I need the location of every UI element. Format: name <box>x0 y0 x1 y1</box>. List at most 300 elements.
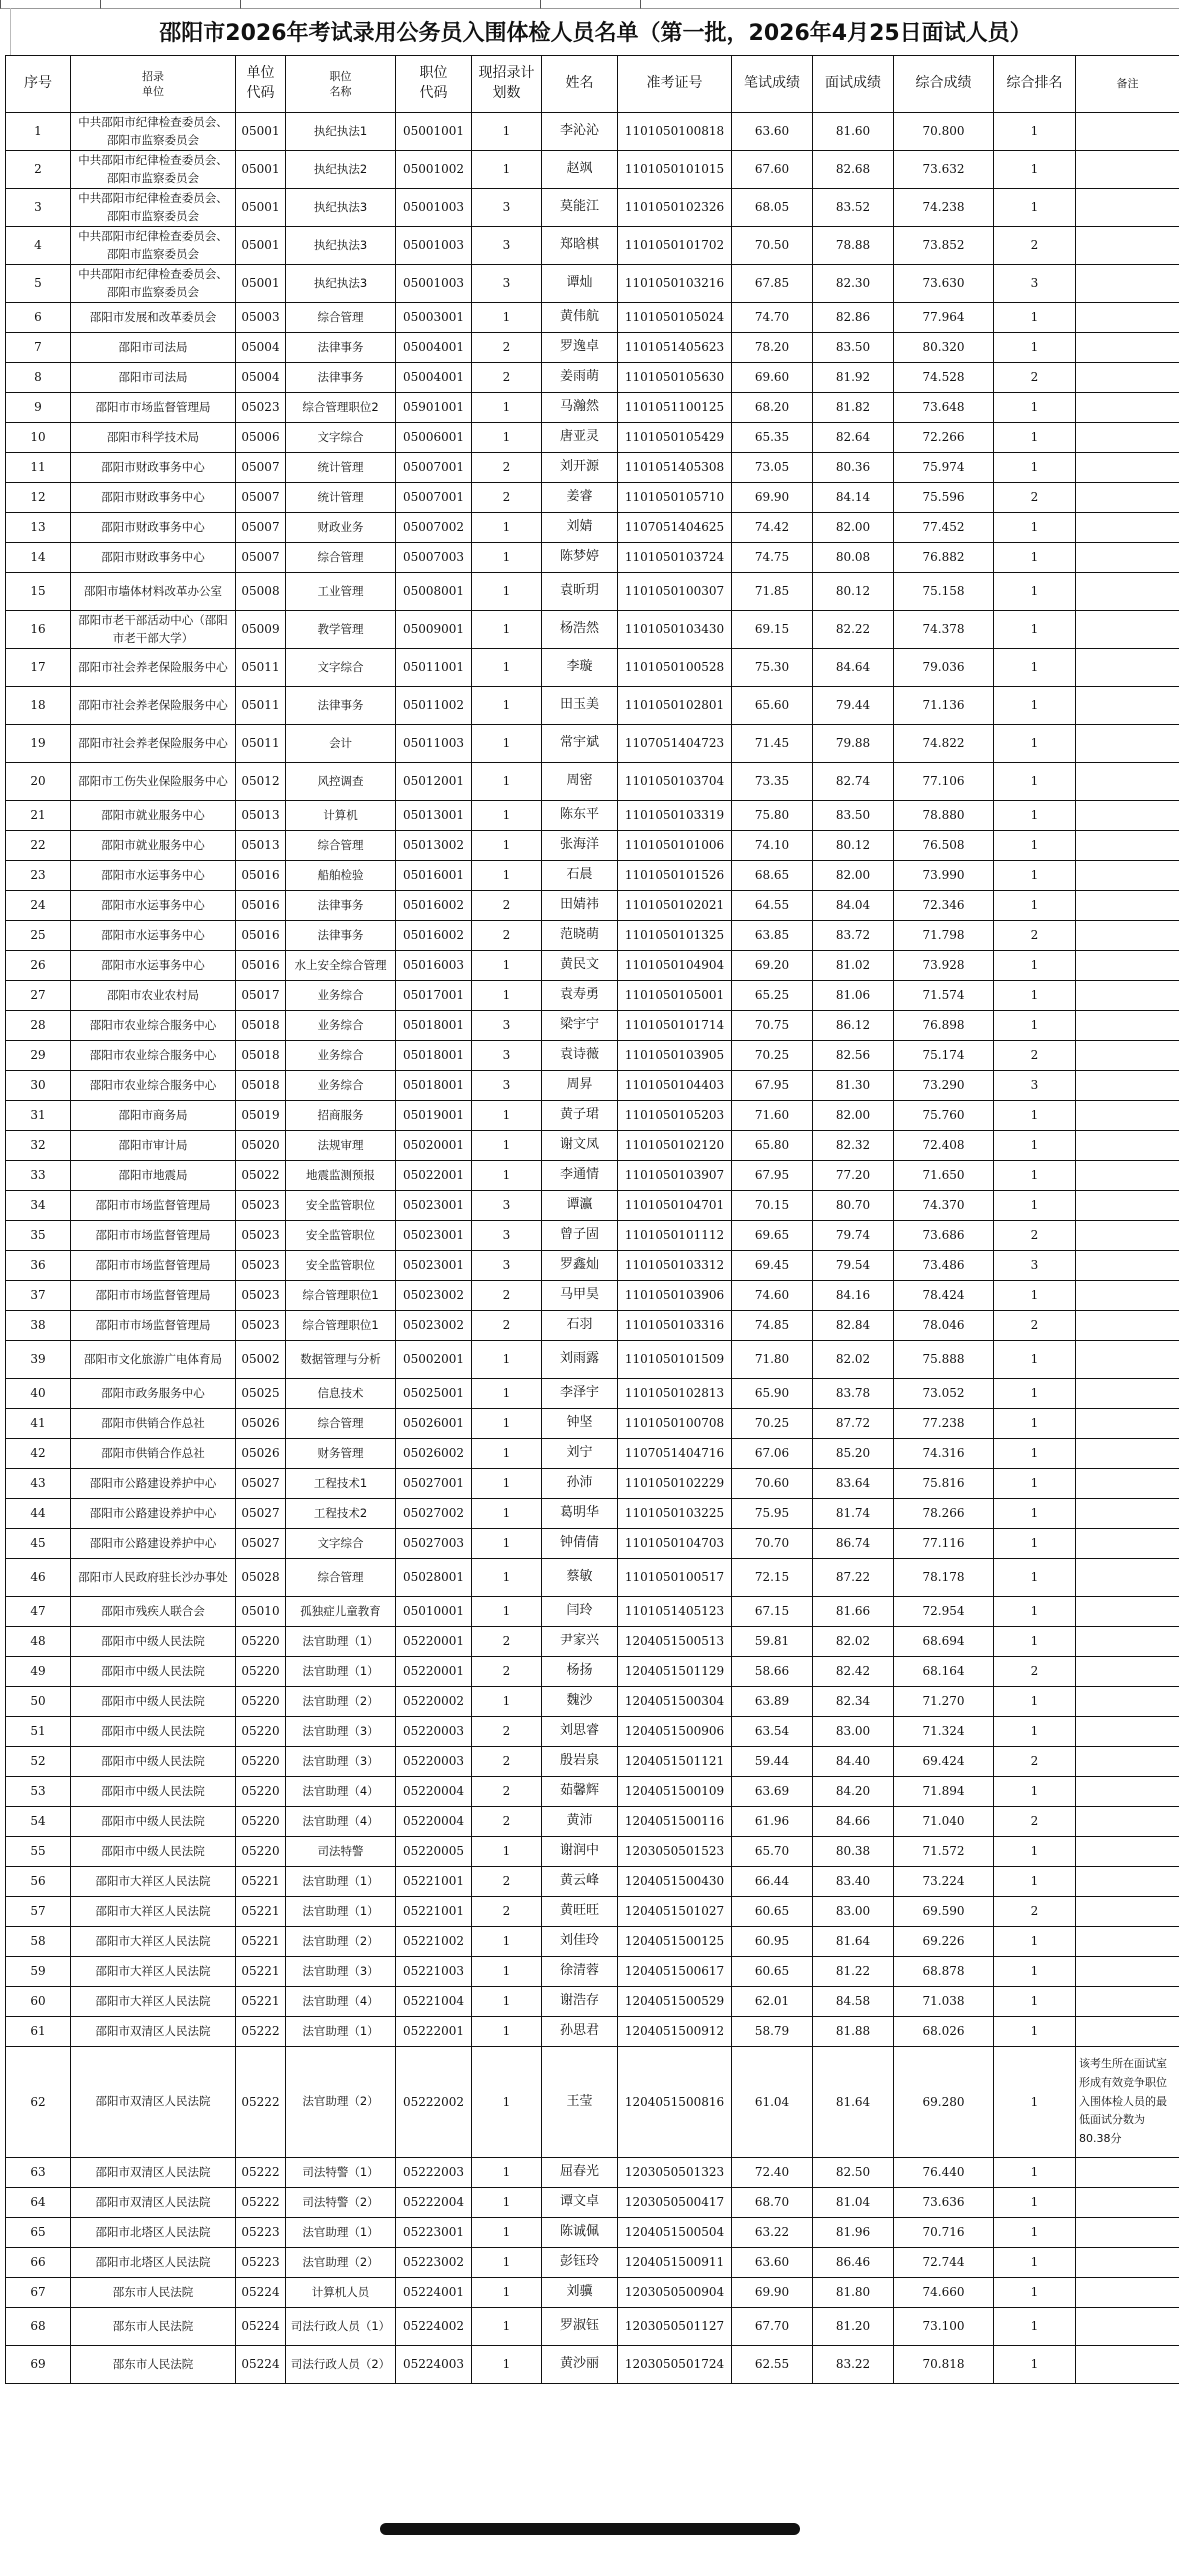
table-row <box>6 1559 1179 1597</box>
note-cell <box>1076 1041 1179 1071</box>
candidate-name-cell: 茹馨辉 <box>542 1777 618 1807</box>
rank-cell: 1 <box>994 2346 1076 2384</box>
plan-count-cell: 2 <box>472 363 542 393</box>
seq-cell: 7 <box>6 333 71 363</box>
interview-score-cell: 82.02 <box>813 1627 894 1657</box>
position-code-cell: 05220002 <box>396 1687 472 1717</box>
exam-id-cell: 1101050103312 <box>618 1251 732 1281</box>
table-row <box>6 1867 1179 1897</box>
interview-score-cell: 81.30 <box>813 1071 894 1101</box>
total-score-cell: 71.136 <box>894 687 994 725</box>
unit-code-cell: 05221 <box>236 1927 286 1957</box>
note-cell <box>1076 1717 1179 1747</box>
note-cell <box>1076 189 1179 227</box>
rank-cell: 1 <box>994 611 1076 649</box>
interview-score-cell: 83.78 <box>813 1379 894 1409</box>
total-score-cell: 73.100 <box>894 2308 994 2346</box>
seq-cell: 34 <box>6 1191 71 1221</box>
unit-code-cell: 05023 <box>236 393 286 423</box>
unit-cell: 邵阳市农业综合服务中心 <box>71 1041 236 1071</box>
unit-code-cell: 05007 <box>236 543 286 573</box>
interview-score-cell: 82.22 <box>813 611 894 649</box>
note-cell <box>1076 1071 1179 1101</box>
note-cell <box>1076 891 1179 921</box>
plan-count-cell: 1 <box>472 2248 542 2278</box>
total-score-cell: 72.346 <box>894 891 994 921</box>
plan-count-cell: 2 <box>472 453 542 483</box>
position-code-cell: 05220004 <box>396 1807 472 1837</box>
exam-id-cell: 1101050104703 <box>618 1529 732 1559</box>
unit-code-cell: 05023 <box>236 1191 286 1221</box>
total-score-cell: 78.424 <box>894 1281 994 1311</box>
written-score-cell: 61.96 <box>732 1807 813 1837</box>
position-code-cell: 05221004 <box>396 1987 472 2017</box>
plan-count-cell: 2 <box>472 1281 542 1311</box>
plan-count-cell: 1 <box>472 1927 542 1957</box>
position-code-cell: 05022001 <box>396 1161 472 1191</box>
interview-score-cell: 82.56 <box>813 1041 894 1071</box>
exam-id-cell: 1204051501121 <box>618 1747 732 1777</box>
plan-count-cell: 3 <box>472 265 542 303</box>
note-cell <box>1076 1687 1179 1717</box>
position-name-cell: 综合管理 <box>286 543 396 573</box>
written-score-cell: 69.60 <box>732 363 813 393</box>
candidate-name-cell: 李沁沁 <box>542 113 618 151</box>
seq-cell: 66 <box>6 2248 71 2278</box>
candidate-name-cell: 郑晗棋 <box>542 227 618 265</box>
total-score-cell: 73.928 <box>894 951 994 981</box>
unit-code-cell: 05003 <box>236 303 286 333</box>
unit-cell: 邵东市人民法院 <box>71 2308 236 2346</box>
candidate-name-cell: 王莹 <box>542 2047 618 2158</box>
candidate-name-cell: 黄云峰 <box>542 1867 618 1897</box>
position-name-cell: 业务综合 <box>286 1011 396 1041</box>
exam-id-cell: 1107051404716 <box>618 1439 732 1469</box>
position-code-cell: 05003001 <box>396 303 472 333</box>
unit-cell: 邵阳市水运事务中心 <box>71 861 236 891</box>
total-score-cell: 72.954 <box>894 1597 994 1627</box>
rank-cell: 1 <box>994 2158 1076 2188</box>
unit-code-cell: 05009 <box>236 611 286 649</box>
plan-count-cell: 1 <box>472 763 542 801</box>
candidate-name-cell: 陈梦婷 <box>542 543 618 573</box>
table-row <box>6 483 1179 513</box>
unit-cell: 邵阳市中级人民法院 <box>71 1807 236 1837</box>
exam-id-cell: 1101050103704 <box>618 763 732 801</box>
written-score-cell: 63.22 <box>732 2218 813 2248</box>
note-cell <box>1076 1191 1179 1221</box>
written-score-cell: 65.60 <box>732 687 813 725</box>
plan-count-cell: 1 <box>472 2346 542 2384</box>
written-score-cell: 75.95 <box>732 1499 813 1529</box>
total-score-cell: 75.596 <box>894 483 994 513</box>
position-name-cell: 法官助理（2） <box>286 1687 396 1717</box>
position-name-cell: 地震监测预报 <box>286 1161 396 1191</box>
table-row <box>6 1687 1179 1717</box>
total-score-cell: 75.174 <box>894 1041 994 1071</box>
exam-id-cell: 1101050105024 <box>618 303 732 333</box>
candidate-name-cell: 曾子固 <box>542 1221 618 1251</box>
position-name-cell: 计算机人员 <box>286 2278 396 2308</box>
seq-cell: 13 <box>6 513 71 543</box>
seq-cell: 25 <box>6 921 71 951</box>
total-score-cell: 68.878 <box>894 1957 994 1987</box>
unit-code-cell: 05012 <box>236 763 286 801</box>
written-score-cell: 68.05 <box>732 189 813 227</box>
plan-count-cell: 1 <box>472 831 542 861</box>
table-row <box>6 2346 1179 2384</box>
total-score-cell: 73.224 <box>894 1867 994 1897</box>
unit-code-cell: 05224 <box>236 2278 286 2308</box>
rank-cell: 1 <box>994 1469 1076 1499</box>
unit-code-cell: 05004 <box>236 333 286 363</box>
written-score-cell: 67.85 <box>732 265 813 303</box>
position-code-cell: 05011001 <box>396 649 472 687</box>
seq-cell: 38 <box>6 1311 71 1341</box>
note-cell <box>1076 363 1179 393</box>
rank-cell: 1 <box>994 981 1076 1011</box>
position-code-cell: 05221002 <box>396 1927 472 1957</box>
header-plan: 现招录计 划数 <box>472 56 542 113</box>
unit-code-cell: 05011 <box>236 725 286 763</box>
exam-id-cell: 1101050103906 <box>618 1281 732 1311</box>
exam-id-cell: 1204051500513 <box>618 1627 732 1657</box>
unit-code-cell: 05220 <box>236 1837 286 1867</box>
exam-id-cell: 1101050103319 <box>618 801 732 831</box>
unit-cell: 邵阳市就业服务中心 <box>71 831 236 861</box>
table-row <box>6 2218 1179 2248</box>
unit-code-cell: 05026 <box>236 1439 286 1469</box>
exam-id-cell: 1101050101006 <box>618 831 732 861</box>
position-code-cell: 05012001 <box>396 763 472 801</box>
total-score-cell: 73.052 <box>894 1379 994 1409</box>
seq-cell: 11 <box>6 453 71 483</box>
rank-cell: 3 <box>994 265 1076 303</box>
exam-id-cell: 1101051405623 <box>618 333 732 363</box>
plan-count-cell: 1 <box>472 303 542 333</box>
rank-cell: 1 <box>994 453 1076 483</box>
position-code-cell: 05026002 <box>396 1439 472 1469</box>
interview-score-cell: 83.50 <box>813 333 894 363</box>
exam-id-cell: 1101050102801 <box>618 687 732 725</box>
plan-count-cell: 1 <box>472 725 542 763</box>
unit-cell: 邵阳市文化旅游广电体育局 <box>71 1341 236 1379</box>
table-row <box>6 265 1179 303</box>
exam-id-cell: 1204051500906 <box>618 1717 732 1747</box>
exam-id-cell: 1101050100307 <box>618 573 732 611</box>
note-cell <box>1076 921 1179 951</box>
table-row <box>6 2308 1179 2346</box>
unit-cell: 邵阳市中级人民法院 <box>71 1687 236 1717</box>
exam-id-cell: 1101050101702 <box>618 227 732 265</box>
exam-id-cell: 1204051501129 <box>618 1657 732 1687</box>
plan-count-cell: 1 <box>472 951 542 981</box>
note-cell <box>1076 1559 1179 1597</box>
candidate-name-cell: 谭灿 <box>542 265 618 303</box>
interview-score-cell: 81.64 <box>813 1927 894 1957</box>
position-code-cell: 05222003 <box>396 2158 472 2188</box>
unit-code-cell: 05016 <box>236 861 286 891</box>
interview-score-cell: 83.22 <box>813 2346 894 2384</box>
exam-id-cell: 1101050104701 <box>618 1191 732 1221</box>
plan-count-cell: 2 <box>472 1747 542 1777</box>
position-name-cell: 法官助理（3） <box>286 1747 396 1777</box>
written-score-cell: 65.70 <box>732 1837 813 1867</box>
position-code-cell: 05901001 <box>396 393 472 423</box>
unit-cell: 邵阳市大祥区人民法院 <box>71 1867 236 1897</box>
plan-count-cell: 1 <box>472 687 542 725</box>
interview-score-cell: 82.42 <box>813 1657 894 1687</box>
interview-score-cell: 83.00 <box>813 1897 894 1927</box>
written-score-cell: 65.90 <box>732 1379 813 1409</box>
table-row <box>6 1191 1179 1221</box>
interview-score-cell: 80.36 <box>813 453 894 483</box>
unit-code-cell: 05027 <box>236 1529 286 1559</box>
written-score-cell: 73.05 <box>732 453 813 483</box>
seq-cell: 63 <box>6 2158 71 2188</box>
note-cell <box>1076 861 1179 891</box>
written-score-cell: 64.55 <box>732 891 813 921</box>
seq-cell: 40 <box>6 1379 71 1409</box>
note-cell <box>1076 113 1179 151</box>
note-cell <box>1076 2308 1179 2346</box>
unit-code-cell: 05008 <box>236 573 286 611</box>
seq-cell: 58 <box>6 1927 71 1957</box>
candidate-name-cell: 田婧祎 <box>542 891 618 921</box>
unit-code-cell: 05028 <box>236 1559 286 1597</box>
exam-id-cell: 1203050501724 <box>618 2346 732 2384</box>
written-score-cell: 67.95 <box>732 1071 813 1101</box>
total-score-cell: 69.226 <box>894 1927 994 1957</box>
seq-cell: 30 <box>6 1071 71 1101</box>
interview-score-cell: 80.70 <box>813 1191 894 1221</box>
note-cell <box>1076 1897 1179 1927</box>
written-score-cell: 70.60 <box>732 1469 813 1499</box>
candidate-name-cell: 张海洋 <box>542 831 618 861</box>
rank-cell: 1 <box>994 649 1076 687</box>
position-name-cell: 法规审理 <box>286 1131 396 1161</box>
interview-score-cell: 86.74 <box>813 1529 894 1559</box>
interview-score-cell: 84.66 <box>813 1807 894 1837</box>
rank-cell: 1 <box>994 1687 1076 1717</box>
rank-cell: 1 <box>994 687 1076 725</box>
plan-count-cell: 1 <box>472 2278 542 2308</box>
note-cell <box>1076 333 1179 363</box>
interview-score-cell: 81.64 <box>813 2047 894 2158</box>
plan-count-cell: 2 <box>472 921 542 951</box>
written-score-cell: 74.60 <box>732 1281 813 1311</box>
written-score-cell: 68.70 <box>732 2188 813 2218</box>
unit-cell: 邵阳市水运事务中心 <box>71 891 236 921</box>
total-score-cell: 71.894 <box>894 1777 994 1807</box>
candidate-name-cell: 马甲昊 <box>542 1281 618 1311</box>
total-score-cell: 73.990 <box>894 861 994 891</box>
seq-cell: 60 <box>6 1987 71 2017</box>
plan-count-cell: 1 <box>472 2158 542 2188</box>
table-row <box>6 861 1179 891</box>
unit-code-cell: 05220 <box>236 1657 286 1687</box>
plan-count-cell: 1 <box>472 1131 542 1161</box>
interview-score-cell: 82.86 <box>813 303 894 333</box>
unit-cell: 邵阳市审计局 <box>71 1131 236 1161</box>
interview-score-cell: 81.06 <box>813 981 894 1011</box>
candidate-name-cell: 刘思睿 <box>542 1717 618 1747</box>
written-score-cell: 67.60 <box>732 151 813 189</box>
position-code-cell: 05223001 <box>396 2218 472 2248</box>
table-row <box>6 1927 1179 1957</box>
unit-cell: 邵阳市市场监督管理局 <box>71 1311 236 1341</box>
unit-code-cell: 05221 <box>236 1957 286 1987</box>
candidate-name-cell: 罗淑钰 <box>542 2308 618 2346</box>
candidate-name-cell: 钟坚 <box>542 1409 618 1439</box>
interview-score-cell: 81.88 <box>813 2017 894 2047</box>
table-row <box>6 189 1179 227</box>
interview-score-cell: 83.64 <box>813 1469 894 1499</box>
candidate-name-cell: 黄沛 <box>542 1807 618 1837</box>
interview-score-cell: 79.88 <box>813 725 894 763</box>
rank-cell: 1 <box>994 1131 1076 1161</box>
exam-id-cell: 1204051500504 <box>618 2218 732 2248</box>
table-row <box>6 725 1179 763</box>
table-row <box>6 453 1179 483</box>
plan-count-cell: 1 <box>472 1837 542 1867</box>
interview-score-cell: 83.40 <box>813 1867 894 1897</box>
written-score-cell: 70.75 <box>732 1011 813 1041</box>
unit-code-cell: 05220 <box>236 1687 286 1717</box>
position-name-cell: 信息技术 <box>286 1379 396 1409</box>
written-score-cell: 71.60 <box>732 1101 813 1131</box>
unit-cell: 邵阳市水运事务中心 <box>71 951 236 981</box>
written-score-cell: 69.65 <box>732 1221 813 1251</box>
interview-score-cell: 82.50 <box>813 2158 894 2188</box>
position-name-cell: 文字综合 <box>286 1529 396 1559</box>
unit-cell: 邵阳市财政事务中心 <box>71 453 236 483</box>
plan-count-cell: 1 <box>472 151 542 189</box>
table-body <box>6 113 1179 2384</box>
position-code-cell: 05222002 <box>396 2047 472 2158</box>
unit-code-cell: 05004 <box>236 363 286 393</box>
note-cell: 该考生所在面试室形成有效竞争职位入围体检人员的最低面试分数为80.38分 <box>1076 2047 1179 2158</box>
table-row <box>6 1251 1179 1281</box>
position-code-cell: 05221001 <box>396 1897 472 1927</box>
rank-cell: 1 <box>994 1717 1076 1747</box>
position-code-cell: 05013002 <box>396 831 472 861</box>
position-code-cell: 05027002 <box>396 1499 472 1529</box>
total-score-cell: 73.630 <box>894 265 994 303</box>
position-code-cell: 05001002 <box>396 151 472 189</box>
plan-count-cell: 1 <box>472 1101 542 1131</box>
seq-cell: 22 <box>6 831 71 861</box>
plan-count-cell: 1 <box>472 1341 542 1379</box>
unit-code-cell: 05011 <box>236 687 286 725</box>
position-name-cell: 法律事务 <box>286 687 396 725</box>
total-score-cell: 76.508 <box>894 831 994 861</box>
plan-count-cell: 2 <box>472 1777 542 1807</box>
table-row <box>6 649 1179 687</box>
position-name-cell: 法官助理（4） <box>286 1987 396 2017</box>
interview-score-cell: 84.14 <box>813 483 894 513</box>
interview-score-cell: 82.00 <box>813 513 894 543</box>
unit-code-cell: 05001 <box>236 265 286 303</box>
exam-id-cell: 1101050103316 <box>618 1311 732 1341</box>
table-row <box>6 1627 1179 1657</box>
interview-score-cell: 80.12 <box>813 573 894 611</box>
position-name-cell: 法官助理（1） <box>286 1897 396 1927</box>
candidate-name-cell: 石羽 <box>542 1311 618 1341</box>
total-score-cell: 72.266 <box>894 423 994 453</box>
position-name-cell: 法律事务 <box>286 891 396 921</box>
total-score-cell: 69.424 <box>894 1747 994 1777</box>
plan-count-cell: 1 <box>472 1409 542 1439</box>
written-score-cell: 69.15 <box>732 611 813 649</box>
interview-score-cell: 82.00 <box>813 861 894 891</box>
seq-cell: 14 <box>6 543 71 573</box>
seq-cell: 41 <box>6 1409 71 1439</box>
unit-cell: 邵阳市就业服务中心 <box>71 801 236 831</box>
rank-cell: 1 <box>994 1011 1076 1041</box>
table-row <box>6 763 1179 801</box>
position-name-cell: 综合管理职位1 <box>286 1281 396 1311</box>
rank-cell: 1 <box>994 333 1076 363</box>
exam-id-cell: 1101050103724 <box>618 543 732 573</box>
exam-id-cell: 1101050105630 <box>618 363 732 393</box>
candidate-name-cell: 黄子珺 <box>542 1101 618 1131</box>
table-row <box>6 2248 1179 2278</box>
seq-cell: 43 <box>6 1469 71 1499</box>
unit-cell: 邵阳市财政事务中心 <box>71 483 236 513</box>
unit-cell: 中共邵阳市纪律检查委员会、邵阳市监察委员会 <box>71 265 236 303</box>
plan-count-cell: 1 <box>472 113 542 151</box>
plan-count-cell: 1 <box>472 801 542 831</box>
candidate-name-cell: 周昇 <box>542 1071 618 1101</box>
interview-score-cell: 82.84 <box>813 1311 894 1341</box>
unit-code-cell: 05019 <box>236 1101 286 1131</box>
position-name-cell: 法律事务 <box>286 363 396 393</box>
unit-code-cell: 05222 <box>236 2158 286 2188</box>
candidate-name-cell: 李通情 <box>542 1161 618 1191</box>
table-row <box>6 227 1179 265</box>
unit-code-cell: 05020 <box>236 1131 286 1161</box>
seq-cell: 19 <box>6 725 71 763</box>
interview-score-cell: 81.92 <box>813 363 894 393</box>
table-row <box>6 1837 1179 1867</box>
plan-count-cell: 1 <box>472 611 542 649</box>
position-name-cell: 财务管理 <box>286 1439 396 1469</box>
total-score-cell: 75.158 <box>894 573 994 611</box>
table-row <box>6 1987 1179 2017</box>
plan-count-cell: 3 <box>472 1071 542 1101</box>
position-code-cell: 05027001 <box>396 1469 472 1499</box>
written-score-cell: 69.90 <box>732 483 813 513</box>
table-row <box>6 951 1179 981</box>
position-name-cell: 业务综合 <box>286 1041 396 1071</box>
plan-count-cell: 3 <box>472 1251 542 1281</box>
seq-cell: 10 <box>6 423 71 453</box>
written-score-cell: 75.80 <box>732 801 813 831</box>
position-code-cell: 05004001 <box>396 363 472 393</box>
seq-cell: 68 <box>6 2308 71 2346</box>
exam-id-cell: 1107051404723 <box>618 725 732 763</box>
rank-cell: 1 <box>994 423 1076 453</box>
position-code-cell: 05220001 <box>396 1657 472 1687</box>
total-score-cell: 70.800 <box>894 113 994 151</box>
position-name-cell: 执纪执法2 <box>286 151 396 189</box>
table-row <box>6 981 1179 1011</box>
position-code-cell: 05011003 <box>396 725 472 763</box>
unit-code-cell: 05013 <box>236 801 286 831</box>
rank-cell: 1 <box>994 573 1076 611</box>
plan-count-cell: 2 <box>472 1897 542 1927</box>
